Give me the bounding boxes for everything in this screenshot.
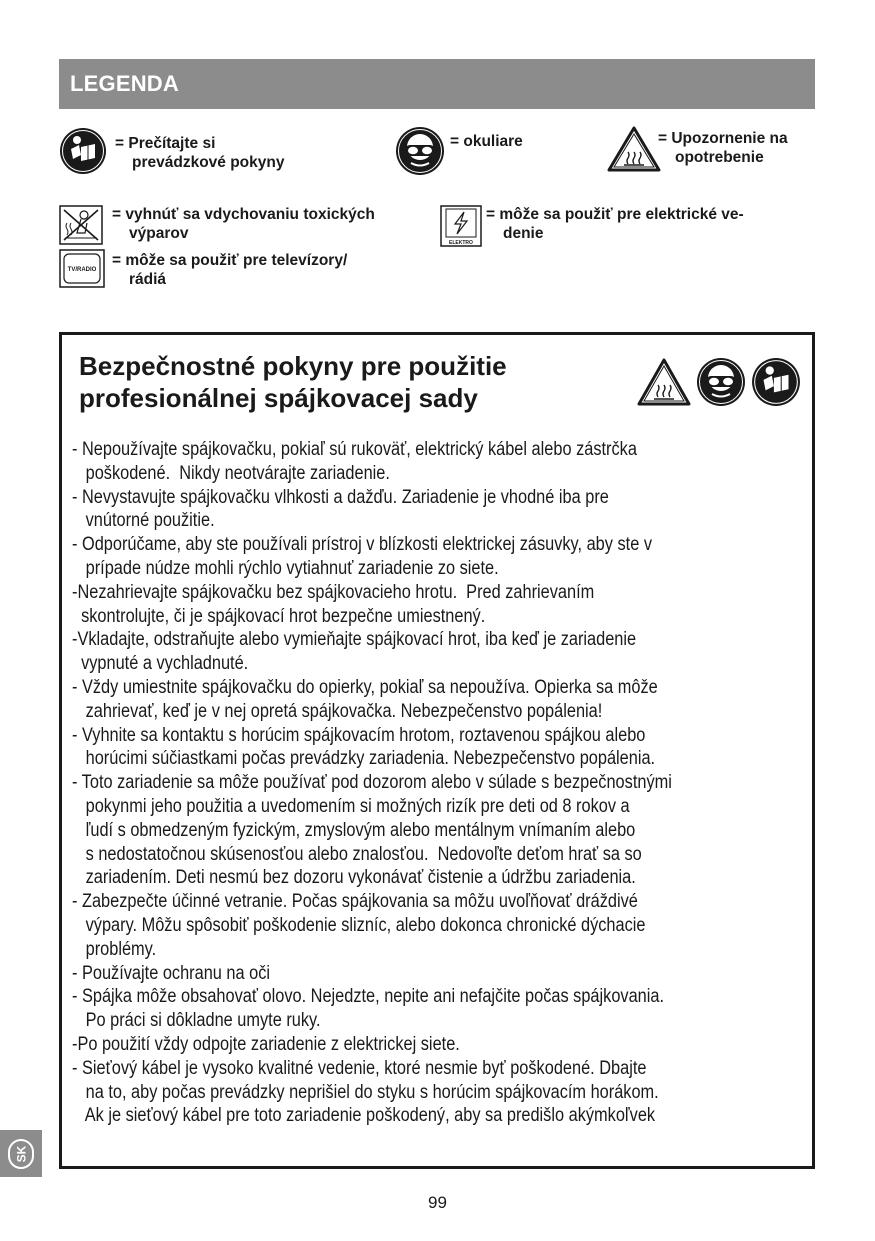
instruction-line: - Používajte ochranu na oči xyxy=(72,962,271,984)
legend-text: denie xyxy=(503,225,544,242)
instruction-line: - Zabezpečte účinné vetranie. Počas spájkovania sa môžu uvoľňovať dráždivé xyxy=(72,891,638,913)
legend-text: = okuliare xyxy=(450,133,523,150)
instruction-line: horúcimi súčiastkami počas prevádzky zariadenia. Nebezpečenstvo popálenia. xyxy=(72,748,656,770)
instruction-line: poškodené. Nikdy neotvárajte zariadenie. xyxy=(72,462,390,484)
instruction-line: s nedostatočnou skúsenosťou alebo znalosťou. Nedovoľte deťom hrať sa so xyxy=(72,843,642,865)
read-manual-icon xyxy=(751,357,801,412)
safety-icons xyxy=(637,357,801,412)
instruction-line: vnútorné použitie. xyxy=(72,510,215,532)
electro-icon xyxy=(440,205,482,247)
hot-surface-warning-icon xyxy=(607,126,661,172)
safety-title-line: Bezpečnostné pokyny pre použitie xyxy=(79,351,507,381)
instruction-line: - Sieťový kábel je vysoko kvalitné vedenie, ktoré nesmie byť poškodené. Dbajte xyxy=(72,1057,647,1079)
instruction-line: Ak je sieťový kábel pre toto zariadenie poškodený, aby sa predišlo akýmkoľvek xyxy=(72,1105,656,1127)
legend-text: prevádzkové pokyny xyxy=(132,154,285,171)
language-code: SK xyxy=(13,1145,28,1163)
legend-text: = môže sa použiť pre elektrické ve- xyxy=(486,206,744,223)
instruction-line: - Vyhnite sa kontaktu s horúcim spájkovacím hrotom, roztavenou spájkou alebo xyxy=(72,724,646,746)
hot-surface-warning-icon xyxy=(637,358,691,411)
instruction-line: Po práci si dôkladne umyte ruky. xyxy=(72,1010,321,1032)
legend-title: LEGENDA xyxy=(70,71,179,96)
tv-radio-icon xyxy=(59,249,105,288)
safety-instructions-list xyxy=(72,438,802,1128)
instruction-line: vypnuté a vychladnuté. xyxy=(72,653,249,675)
language-tab xyxy=(0,1130,42,1177)
svg-text:TV/RADIO: TV/RADIO xyxy=(67,267,97,273)
svg-text:ELEKTRO: ELEKTRO xyxy=(449,240,473,246)
no-toxic-fumes-icon xyxy=(59,205,103,245)
instruction-line: -Nezahrievajte spájkovačku bez spájkovacieho hrotu. Pred zahrievaním xyxy=(72,581,595,603)
instruction-line: zahrievať, keď je v nej opretá spájkovačka. Nebezpečenstvo popálenia! xyxy=(72,700,603,722)
instruction-line: na to, aby počas prevádzky neprišiel do styku s horúcim spájkovacím horákom. xyxy=(72,1081,659,1103)
instruction-line: problémy. xyxy=(72,938,157,960)
instruction-line: - Toto zariadenie sa môže používať pod dozorom alebo v súlade s bezpečnostnými xyxy=(72,772,672,794)
instruction-line: výpary. Môžu spôsobiť poškodenie slizníc, alebo dokonca chronické dýchacie xyxy=(72,914,646,936)
read-manual-icon xyxy=(59,127,107,175)
goggles-icon xyxy=(395,126,445,176)
goggles-icon xyxy=(696,357,746,412)
instruction-line: - Odporúčame, aby ste používali prístroj v blízkosti elektrickej zásuvky, aby ste v xyxy=(72,534,653,556)
safety-title-line: profesionálnej spájkovacej sady xyxy=(79,383,478,413)
instruction-line: -Vkladajte, odstraňujte alebo vymieňajte spájkovací hrot, iba keď je zariadenie xyxy=(72,629,637,651)
instruction-line: skontrolujte, či je spájkovací hrot bezpečne umiestnený. xyxy=(72,605,486,627)
instruction-line: ľudí s obmedzeným fyzickým, zmyslovým alebo mentálnym vnímaním alebo xyxy=(72,819,636,841)
legend-text: = Prečítajte si xyxy=(115,135,216,152)
instruction-line: - Spájka môže obsahovať olovo. Nejedzte, nepite ani nefajčite počas spájkovania. xyxy=(72,986,665,1008)
page-number: 99 xyxy=(428,1193,447,1212)
safety-instructions-box xyxy=(59,332,815,1169)
safety-title xyxy=(79,350,619,414)
instruction-line: - Nevystavujte spájkovačku vlhkosti a dažďu. Zariadenie je vhodné iba pre xyxy=(72,486,609,508)
language-badge xyxy=(8,1139,34,1169)
instruction-line: zariadením. Deti nesmú bez dozoru vykonávať čistenie a údržbu zariadenia. xyxy=(72,867,636,889)
legend-text: = vyhnúť sa vdychovaniu toxických xyxy=(112,206,375,223)
instruction-line: pokynmi jeho použitia a uvedomením si možných rizík pre deti od 8 rokov a xyxy=(72,795,630,817)
legend-text: = môže sa použiť pre televízory/ xyxy=(112,252,348,269)
legend-text: = Upozornenie na xyxy=(658,130,788,147)
legend-text: rádiá xyxy=(129,271,167,288)
instruction-line: -Po použití vždy odpojte zariadenie z elektrickej siete. xyxy=(72,1033,460,1055)
legend-text: výparov xyxy=(129,225,189,242)
instruction-line: prípade núdze mohli rýchlo vytiahnuť zariadenie zo siete. xyxy=(72,557,499,579)
instruction-line: - Vždy umiestnite spájkovačku do opierky, pokiaľ sa nepoužíva. Opierka sa môže xyxy=(72,676,658,698)
legend-text: opotrebenie xyxy=(675,149,764,166)
instruction-line: - Nepoužívajte spájkovačku, pokiaľ sú rukoväť, elektrický kábel alebo zástrčka xyxy=(72,439,637,460)
legend-header xyxy=(59,59,815,109)
